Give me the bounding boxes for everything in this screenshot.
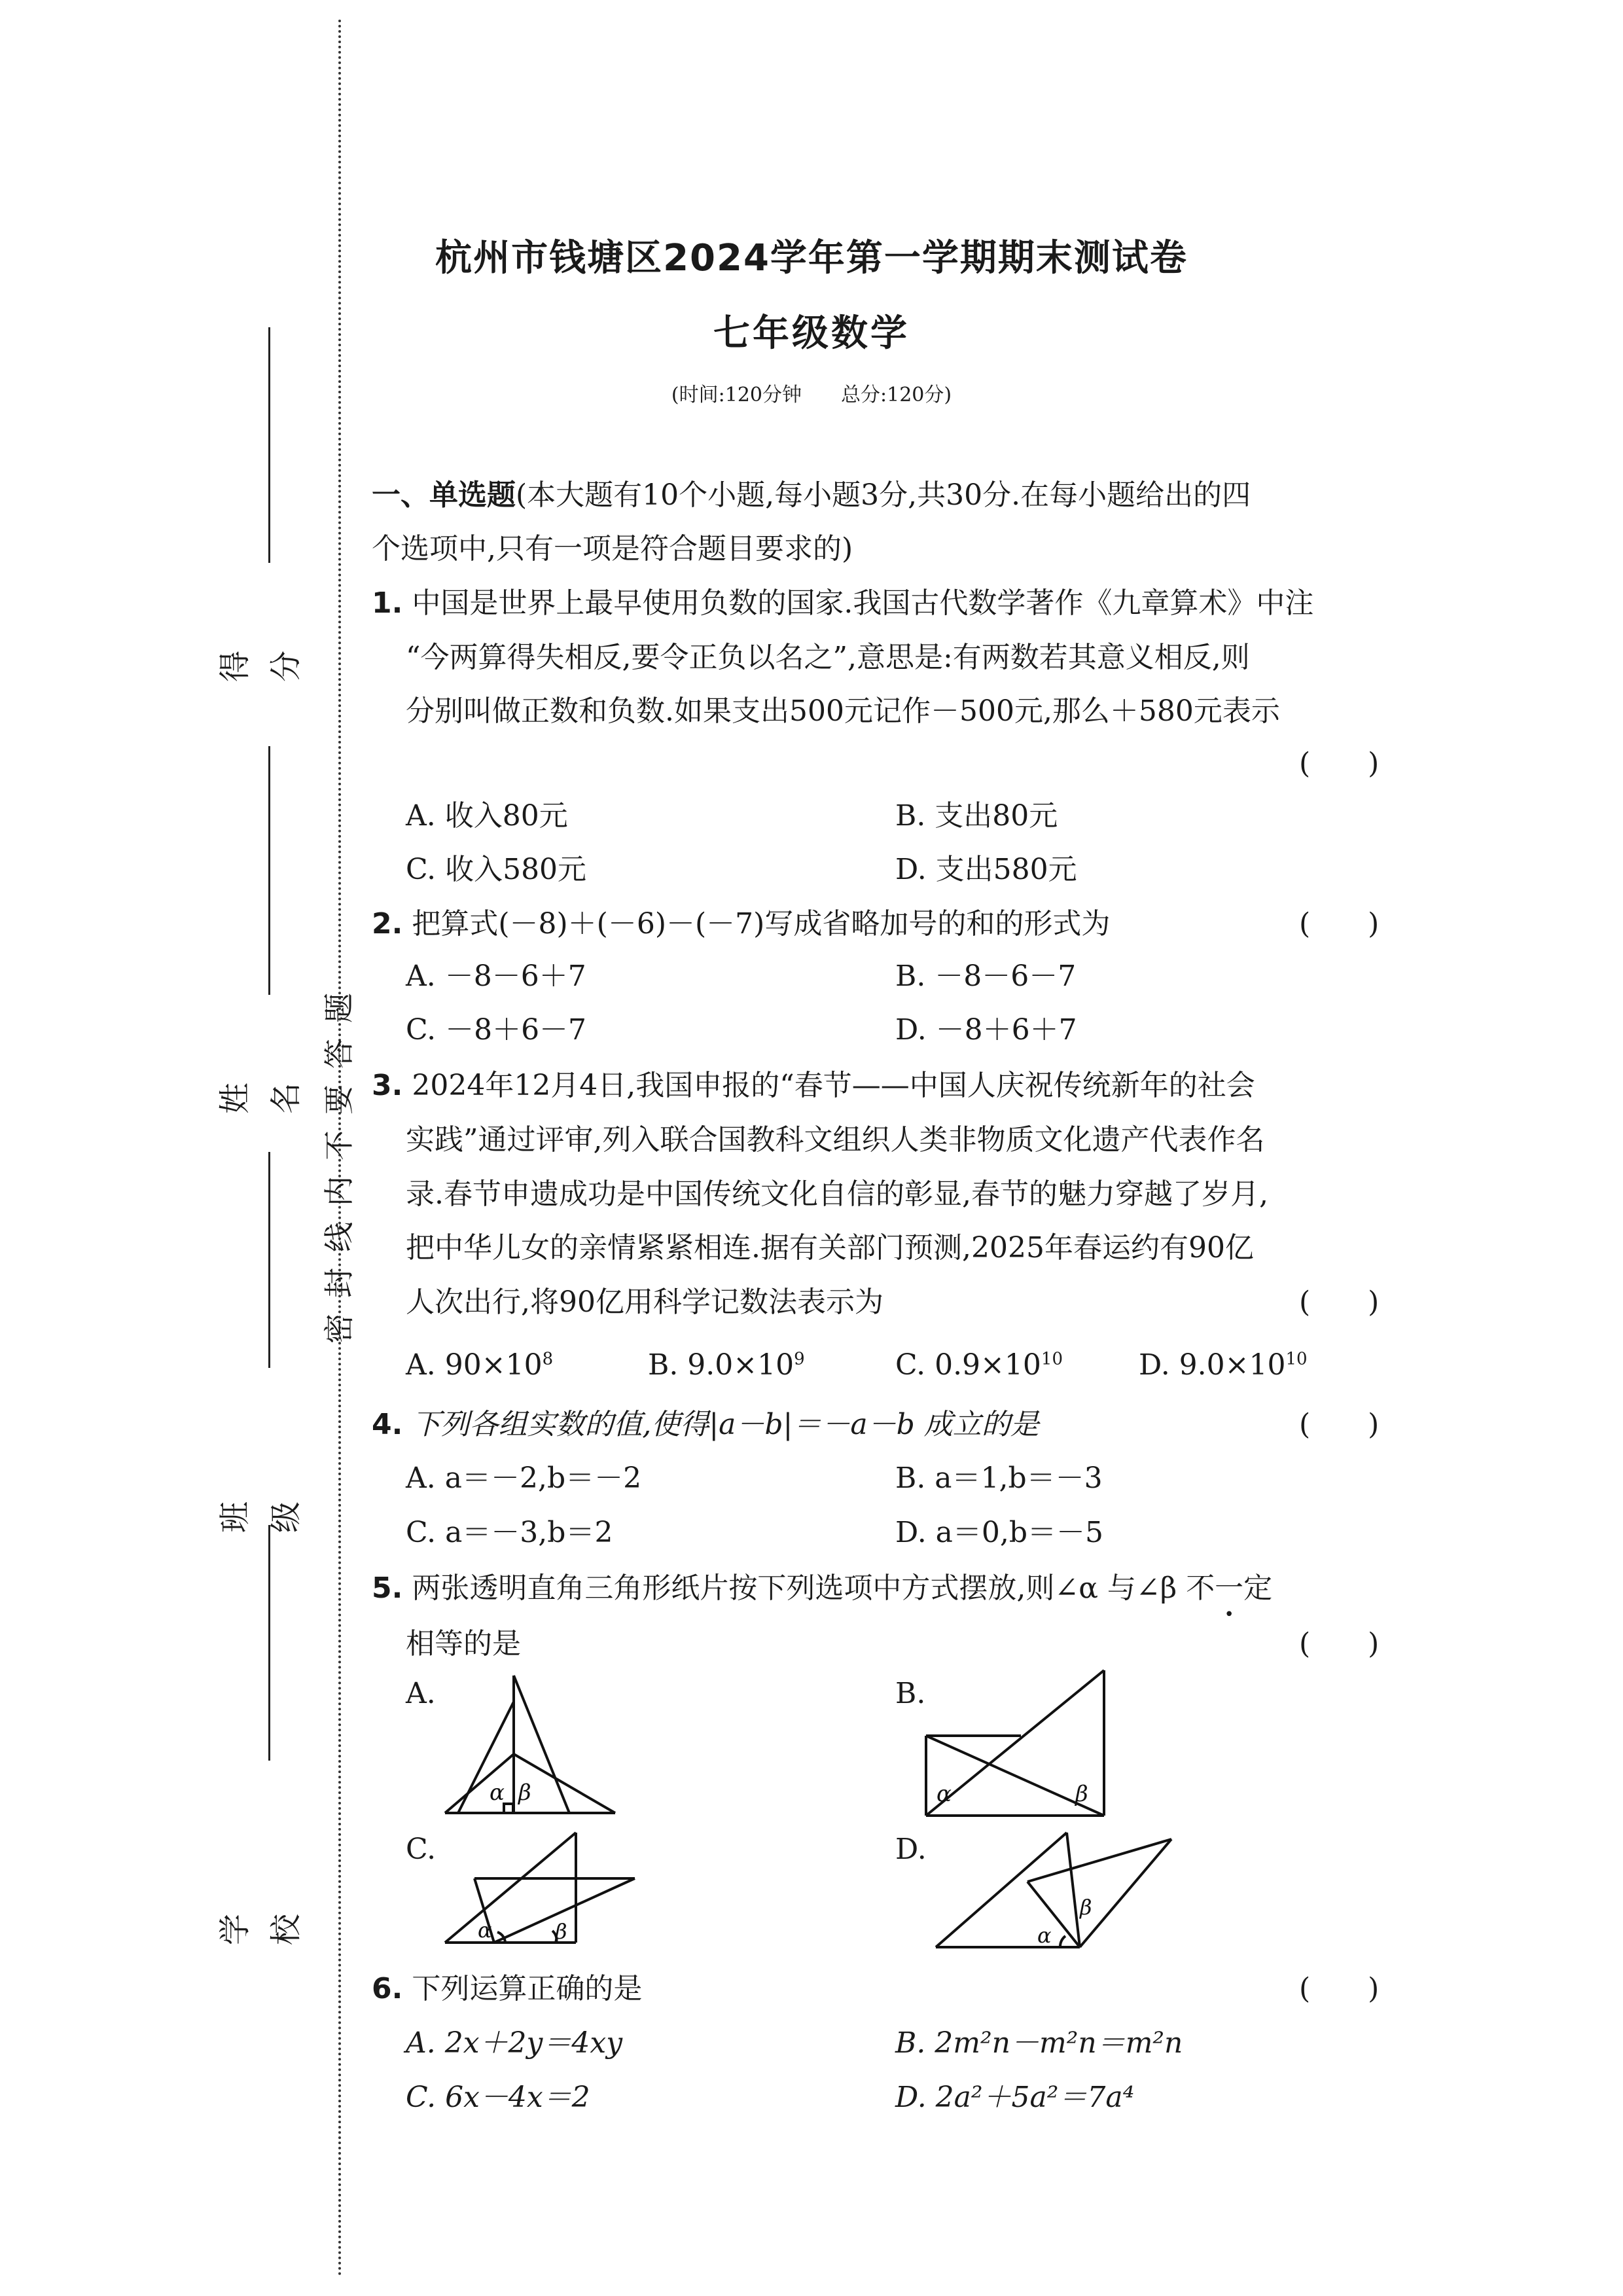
q3-b-text: B. 9.0×10 xyxy=(648,1348,794,1382)
seal-warning xyxy=(322,985,356,1352)
q3-number: 3. xyxy=(372,1069,403,1102)
q6-option-c[interactable]: C. 6x－4x＝2 xyxy=(406,2081,590,2114)
q3-option-a[interactable] xyxy=(406,1348,553,1382)
q6-answer-bracket[interactable]: ( ) xyxy=(1299,1972,1380,2005)
section-heading: 一、单选题 xyxy=(372,478,516,512)
q3-line3: 录.春节申遗成功是中国传统文化自信的彰显,春节的魅力穿越了岁月, xyxy=(406,1177,1268,1211)
fig-d-alpha: α xyxy=(1037,1923,1052,1948)
seal-char: 内 xyxy=(321,1176,357,1206)
q4-option-b[interactable]: B. a＝1,b＝－3 xyxy=(895,1462,1103,1495)
q5-number: 5. xyxy=(372,1571,403,1605)
fig-b-beta: β xyxy=(1075,1781,1088,1807)
q3-option-d[interactable] xyxy=(1139,1348,1308,1382)
q3-line2: 实践”通过评审,列入联合国教科文组织人类非物质文化遗产代表作名 xyxy=(406,1123,1265,1157)
q1-option-c[interactable]: C. 收入580元 xyxy=(406,853,587,886)
q3-d-text: D. 9.0×10 xyxy=(1139,1348,1286,1382)
q3-line1 xyxy=(372,1062,1255,1103)
q3-option-b[interactable] xyxy=(648,1348,805,1382)
q5-line1 xyxy=(372,1564,1272,1606)
page-subtitle: 七年级数学 xyxy=(713,312,910,355)
seal-char: 题 xyxy=(321,993,357,1023)
fig-b-alpha: α xyxy=(936,1781,952,1807)
q4-line xyxy=(372,1401,1039,1443)
q4-option-d[interactable]: D. a＝0,b＝－5 xyxy=(895,1516,1104,1549)
q6-line xyxy=(372,1965,642,2007)
exam-meta: (时间:120分钟 总分:120分) xyxy=(671,384,952,406)
q5-figure-d[interactable] xyxy=(936,1833,1178,1956)
q6-text: 下列运算正确的是 xyxy=(412,1972,643,2005)
page-title: 杭州市钱塘区2024学年第一学期期末测试卷 xyxy=(435,237,1188,279)
q3-text1: 2024年12月4日,我国申报的“春节——中国人庆祝传统新年的社会 xyxy=(412,1069,1255,1102)
q5-option-a-label[interactable]: A. xyxy=(406,1677,436,1710)
q3-b-exp: 9 xyxy=(794,1349,805,1369)
q3-line4: 把中华儿女的亲情紧紧相连.据有关部门预测,2025年春运约有90亿 xyxy=(406,1231,1254,1265)
class-label: 班 级 xyxy=(217,1501,304,1534)
q2-text: 把算式(－8)＋(－6)－(－7)写成省略加号的和的形式为 xyxy=(412,907,1111,941)
q2-line xyxy=(372,900,1110,942)
school-rule xyxy=(268,1525,270,1761)
q3-line5: 人次出行,将90亿用科学记数法表示为 xyxy=(406,1285,883,1319)
q5-emphasis: 不一定 xyxy=(1186,1571,1273,1605)
seal-char: 线 xyxy=(321,1222,357,1252)
q5-option-c-label[interactable]: C. xyxy=(406,1833,437,1866)
q5-option-d-label[interactable]: D. xyxy=(895,1833,927,1866)
q5-answer-bracket[interactable]: ( ) xyxy=(1299,1627,1380,1660)
section-desc-1: (本大题有10个小题,每小题3分,共30分.在每小题给出的四 xyxy=(516,478,1251,512)
q5-line2: 相等的是 xyxy=(406,1627,521,1660)
score-rule xyxy=(268,327,270,563)
q4-number: 4. xyxy=(372,1408,403,1441)
q6-number: 6. xyxy=(372,1972,403,2005)
fig-c-beta: β xyxy=(555,1919,567,1944)
q3-c-text: C. 0.9×10 xyxy=(895,1348,1041,1382)
seal-char: 封 xyxy=(321,1268,357,1298)
q5-option-b-label[interactable]: B. xyxy=(895,1677,926,1710)
q3-answer-bracket[interactable]: ( ) xyxy=(1299,1285,1380,1319)
name-rule xyxy=(268,746,270,995)
q2-option-b[interactable]: B. －8－6－7 xyxy=(895,960,1077,993)
fig-a-beta: β xyxy=(518,1780,531,1806)
q4-answer-bracket[interactable]: ( ) xyxy=(1299,1408,1380,1441)
q4-option-c[interactable]: C. a＝－3,b＝2 xyxy=(406,1516,613,1549)
seal-char: 密 xyxy=(321,1314,357,1344)
q6-option-b[interactable]: B. 2m²n－m²n＝m²n xyxy=(895,2026,1183,2060)
q2-answer-bracket[interactable]: ( ) xyxy=(1299,907,1380,941)
q6-option-d[interactable]: D. 2a²＋5a²＝7a⁴ xyxy=(895,2081,1135,2114)
score-label: 得 分 xyxy=(217,651,304,683)
q2-option-a[interactable]: A. －8－6＋7 xyxy=(406,960,586,993)
q1-line1 xyxy=(372,579,1313,621)
q1-answer-bracket[interactable]: ( ) xyxy=(1299,747,1380,780)
q1-line2: “今两算得失相反,要令正负以名之”,意思是:有两数若其意义相反,则 xyxy=(406,641,1250,674)
fig-a-alpha: α xyxy=(490,1780,505,1806)
q5-figure-a[interactable] xyxy=(445,1676,622,1822)
q3-a-exp: 8 xyxy=(542,1349,554,1369)
q4-option-a[interactable]: A. a＝－2,b＝－2 xyxy=(406,1462,642,1495)
q2-number: 2. xyxy=(372,907,403,941)
section-heading-line xyxy=(372,471,1251,513)
seal-char: 答 xyxy=(321,1039,357,1069)
q6-option-a[interactable]: A. 2x＋2y＝4xy xyxy=(406,2026,623,2060)
seal-char: 不 xyxy=(321,1130,357,1160)
fig-d-beta: β xyxy=(1080,1895,1092,1920)
school-label: 学 校 xyxy=(217,1914,304,1946)
q2-option-c[interactable]: C. －8＋6－7 xyxy=(406,1013,587,1047)
q1-number: 1. xyxy=(372,586,403,620)
name-label: 姓 名 xyxy=(217,1083,304,1115)
q1-text1: 中国是世界上最早使用负数的国家.我国古代数学著作《九章算术》中注 xyxy=(412,586,1314,620)
fig-c-alpha: α xyxy=(478,1918,492,1943)
q1-option-a[interactable]: A. 收入80元 xyxy=(406,799,568,833)
q1-option-d[interactable]: D. 支出580元 xyxy=(895,853,1077,886)
q3-a-text: A. 90×10 xyxy=(406,1348,543,1382)
q3-d-exp: 10 xyxy=(1285,1349,1308,1369)
q1-option-b[interactable]: B. 支出80元 xyxy=(895,799,1058,833)
seal-char: 要 xyxy=(321,1085,357,1115)
q5-text1: 两张透明直角三角形纸片按下列选项中方式摆放,则∠α 与∠β xyxy=(412,1571,1186,1605)
section-desc-2: 个选项中,只有一项是符合题目要求的) xyxy=(372,532,853,565)
q2-option-d[interactable]: D. －8＋6＋7 xyxy=(895,1013,1077,1047)
q5-figure-b[interactable] xyxy=(926,1670,1109,1823)
q3-option-c[interactable] xyxy=(895,1348,1063,1382)
class-rule xyxy=(268,1152,270,1368)
q3-c-exp: 10 xyxy=(1041,1349,1063,1369)
q1-line3: 分别叫做正数和负数.如果支出500元记作－500元,那么＋580元表示 xyxy=(406,694,1280,728)
q4-text: 下列各组实数的值,使得|a－b|＝－a－b 成立的是 xyxy=(412,1408,1039,1441)
q5-figure-c[interactable] xyxy=(445,1833,641,1953)
